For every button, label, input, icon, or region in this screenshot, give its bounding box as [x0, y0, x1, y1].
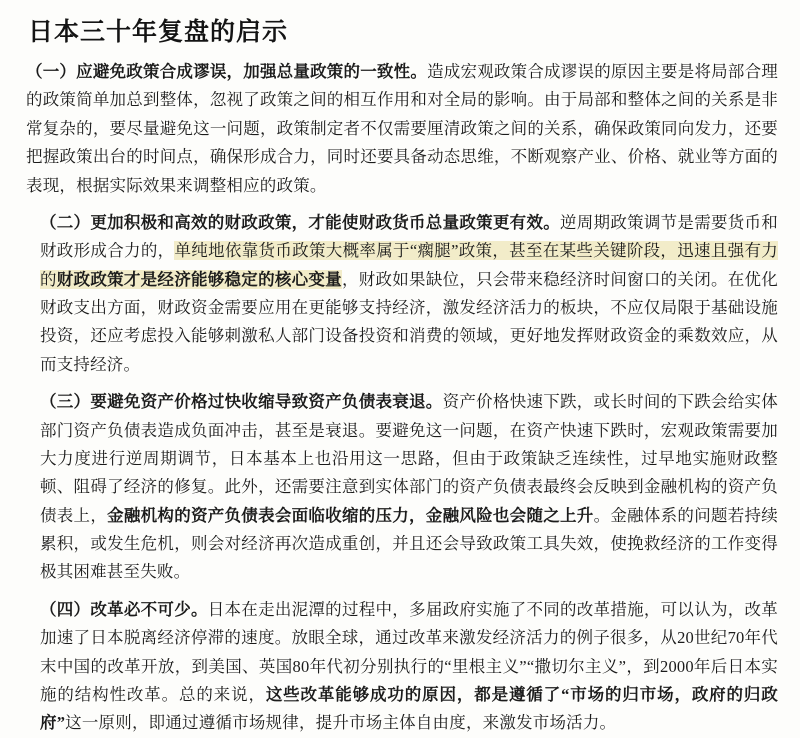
body-text: 造成宏观政策合成谬误的原因主要是将局部合理的政策简单加总到整体，忽视了政策之间的相互作用和对全局的影响。由于局部和整体之间的关系是非常复杂的，要尽量避免这一问题，政策制定者不仅需要厘清政策之间的关系，确保政策同向发力，还要把握政策出台的时间点，确保形成合力，同时还要具备动态思维，不断观察产业、价格、就业等方面的表现，根据实际效果来调整相应的政策。 — [26, 62, 778, 195]
emphasis-text: （三）要避免资产价格过快收缩导致资产负债表衰退。 — [40, 392, 443, 412]
paragraph — [26, 209, 778, 379]
page-title: 日本三十年复盘的启示 — [28, 18, 289, 46]
document-body — [26, 58, 778, 738]
body-text: 这一原则，即通过遵循市场规律，提升市场主体自由度，来激发市场活力。 — [65, 713, 617, 733]
paragraph — [26, 596, 778, 738]
body-text: 资产价格快速下跌，或长时间的下跌会给实体部门资产负债表造成负面冲击，甚至是衰退。要避免这一问题，在资产快速下跌时，宏观政策需要加大力度进行逆周期调节，日本基本上也沿用这一思路，但由于政策缺乏连续性，过早地实施财政整顿、阻碍了经济的修复。此外，还需要注意到实体部门的资产负债表最终会反映到金融机构的资产负债表上， — [40, 392, 779, 525]
body-text: 逆周期政策调节是需要货币和财政形成合力的， — [40, 212, 778, 261]
body-text: 。金融体系的问题若持续累积，或发生危机，则会对经济再次造成重创，并且还会导致政策工具失效，使挽救经济的工作变得极其困难甚至失败。 — [40, 505, 779, 582]
emphasis-text: 这些改革能够成功的原因，都是遵循了“市场的归市场，政府的归政府” — [40, 684, 778, 733]
emphasis-text: （四）改革必不可少。 — [40, 599, 208, 619]
highlighted-text: 单纯地依靠货币政策大概率属于“瘸腿”政策，甚至在某些关键阶段，迅速且强有力的 — [40, 241, 778, 289]
emphasis-text: （一）应避免政策合成谬误，加强总量政策的一致性。 — [26, 62, 428, 81]
emphasis-text: 金融机构的资产负债表会面临收缩的压力，金融风险也会随之上升 — [107, 505, 594, 525]
body-text: ，财政如果缺位，只会带来稳经济时间窗口的关闭。在优化财政支出方面，财政资金需要应用在更能够支持经济，激发经济活力的板块，不应仅局限于基础设施投资，还应考虑投入能够刺激私人部门设备投资和消费的领域，更好地发挥财政资金的乘数效应，从而支持经济。 — [40, 269, 779, 374]
body-text: 日本在走出泥潭的过程中，多届政府实施了不同的改革措施，可以认为，改革加速了日本脱离经济停滞的速度。放眼全球，通过改革来激发经济活力的例子很多，从20世纪70年代末中国的改革开放，到美国、英国80年代初分别执行的“里根主义”“撒切尔主义”，到2000年后日本实施的结构性改革。总的来说， — [40, 599, 778, 704]
highlighted-text: 财政政策才是经济能够稳定的核心变量 — [56, 269, 342, 289]
emphasis-text: （二）更加积极和高效的财政政策，才能使财政货币总量政策更有效。 — [40, 212, 560, 232]
paragraph — [26, 58, 778, 200]
paragraph — [26, 388, 778, 587]
